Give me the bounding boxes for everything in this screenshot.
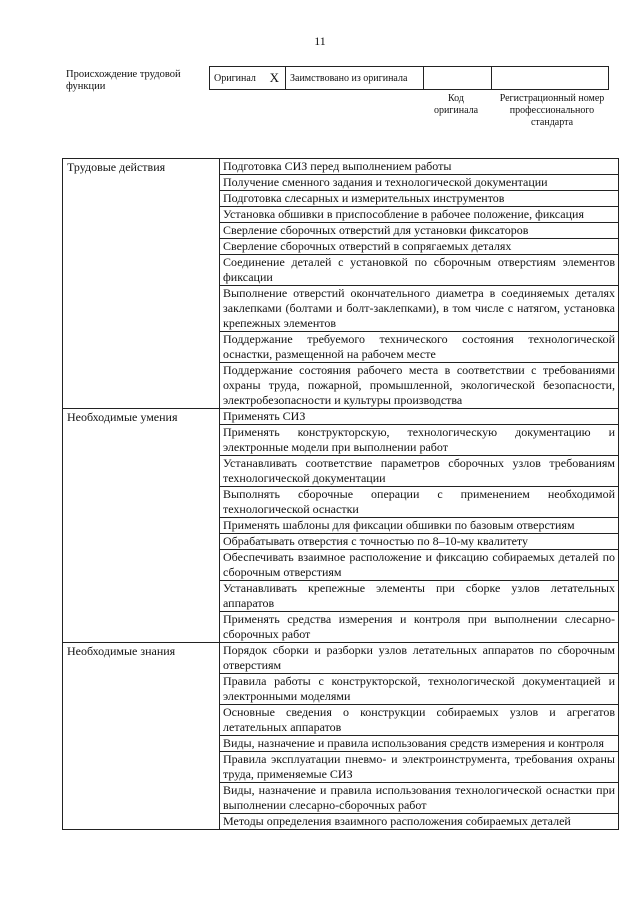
list-item: Подготовка СИЗ перед выполнением работы [220,159,618,175]
page-number: 11 [314,34,326,48]
section-row [63,643,619,830]
section-items [220,159,619,409]
section-row [63,159,619,409]
reg-number-cell [492,67,608,89]
borrowed-cell [286,67,424,89]
borrowed-label: Заимствовано из оригинала [290,72,408,84]
origin-label: Происхождение трудовой функции [66,69,181,92]
list-item: Подготовка слесарных и измерительных инструментов [220,191,618,207]
list-item: Установка обшивки в приспособление в рабочее положение, фиксация [220,207,618,223]
list-item: Обеспечивать взаимное расположение и фиксацию собираемых деталей по сборочным отверстиям [220,550,618,581]
list-item: Поддержание требуемого технического состояния технологической оснастки, размещенной на рабочем месте [220,332,618,363]
list-item: Применять конструкторскую, технологическую документацию и электронные модели при выполнении работ [220,425,618,456]
list-item: Виды, назначение и правила использования технологической оснастки при выполнении слесарно-сборочных работ [220,783,618,814]
section-items [220,409,619,643]
list-item: Правила эксплуатации пневмо- и электроинструмента, требования охраны труда, применяемые СИЗ [220,752,618,783]
original-cell [210,67,286,89]
list-item: Виды, назначение и правила использования средств измерения и контроля [220,736,618,752]
list-item: Выполнять сборочные операции с применением необходимой технологической оснастки [220,487,618,518]
section-title: Необходимые умения [63,409,220,643]
origin-box [209,66,609,90]
list-item: Правила работы с конструкторской, технологической документацией и электронными моделями [220,674,618,705]
list-item: Выполнение отверстий окончательного диаметра в соединяемых деталях заклепками (болтами и болт-заклепками), в том числе с натягом, установка крепежных элементов [220,286,618,332]
section-title: Трудовые действия [63,159,220,409]
reg-caption: Регистрационный номер профессионального стандарта [499,93,605,128]
list-item: Применять СИЗ [220,409,618,425]
list-item: Устанавливать крепежные элементы при сборке узлов летательных аппаратов [220,581,618,612]
list-item: Применять шаблоны для фиксации обшивки по базовым отверстиям [220,518,618,534]
code-caption: Код оригинала [433,93,479,116]
code-cell [424,67,492,89]
list-item: Устанавливать соответствие параметров сборочных узлов требованиям технологической документации [220,456,618,487]
list-item: Сверление сборочных отверстий для установки фиксаторов [220,223,618,239]
section-items [220,643,619,830]
function-table [62,158,619,830]
list-item: Применять средства измерения и контроля при выполнении слесарно-сборочных работ [223,612,615,641]
list-item: Методы определения взаимного расположения собираемых деталей [223,814,571,828]
original-mark: X [269,70,279,85]
list-item: Получение сменного задания и технологической документации [220,175,618,191]
list-item: Соединение деталей с установкой по сборочным отверстиям элементов фиксации [220,255,618,286]
section-row [63,409,619,643]
list-item: Поддержание состояния рабочего места в соответствии с требованиями охраны труда, пожарной, промышленной, экологической безопасности, электробезопасности и культуры производства [223,363,615,407]
list-item: Порядок сборки и разборки узлов летательных аппаратов по сборочным отверстиям [220,643,618,674]
section-title: Необходимые знания [63,643,220,830]
list-item: Обрабатывать отверстия с точностью по 8–10-му квалитету [220,534,618,550]
list-item: Сверление сборочных отверстий в сопрягаемых деталях [220,239,618,255]
original-label: Оригинал [214,72,256,84]
list-item: Основные сведения о конструкции собираемых узлов и агрегатов летательных аппаратов [220,705,618,736]
